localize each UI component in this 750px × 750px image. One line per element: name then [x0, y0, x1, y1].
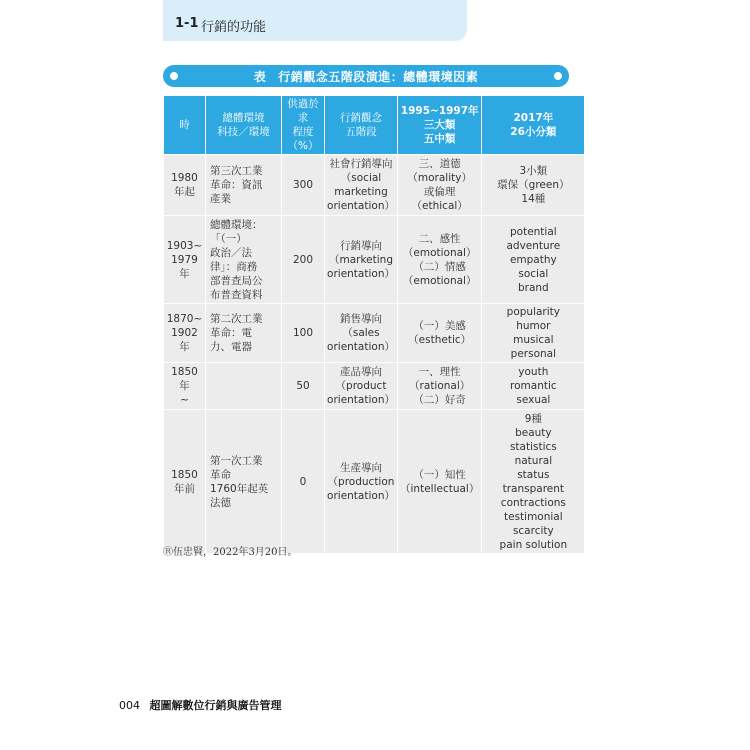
cell-period: 1903~ 1979年	[164, 216, 206, 304]
cell-category-1995: 三、道德 （morality） 或倫理 （ethical）	[398, 155, 482, 216]
source-note: Ⓡ伍忠賢，2022年3月20日。	[163, 547, 298, 558]
table-row	[164, 216, 585, 304]
cell-category-1995: 二、感性 （emotional） （二）情感 （emotional）	[398, 216, 482, 304]
cell-category-1995: （一）知性 （intellectual）	[398, 410, 482, 554]
cell-concept: 產品導向 （product orientation）	[325, 363, 398, 410]
table-caption	[163, 65, 569, 87]
cell-period: 1850 年前	[164, 410, 206, 554]
section-tab	[163, 0, 467, 41]
header-period: 時	[164, 96, 206, 155]
header-category-1995: 1995~1997年 三大類 五中類	[398, 96, 482, 155]
book-title: 超圖解數位行銷與廣告管理	[149, 699, 282, 712]
caption-label: 表	[253, 70, 267, 84]
cell-environment: 第三次工業 革命：資訊 產業	[206, 155, 282, 216]
page-footer	[119, 697, 282, 713]
marketing-stages-table	[163, 95, 585, 554]
cell-category-2017: youth romantic sexual	[482, 363, 585, 410]
cell-oversupply: 300	[282, 155, 325, 216]
cell-period: 1870~ 1902年	[164, 304, 206, 363]
cell-category-2017: 9種 beauty statistics natural status transparent contractions testimonial scarcity pain solution	[482, 410, 585, 554]
bullet-dot-icon	[554, 72, 562, 80]
table-row	[164, 363, 585, 410]
page-number: 004	[119, 699, 140, 712]
cell-concept: 社會行銷導向 （social marketing orientation）	[325, 155, 398, 216]
cell-category-2017: 3小類 環保（green） 14種	[482, 155, 585, 216]
cell-oversupply: 0	[282, 410, 325, 554]
table-row	[164, 304, 585, 363]
cell-oversupply: 50	[282, 363, 325, 410]
header-concept: 行銷觀念 五階段	[325, 96, 398, 155]
cell-concept: 生產導向 （production orientation）	[325, 410, 398, 554]
cell-concept: 行銷導向 （marketing orientation）	[325, 216, 398, 304]
cell-environment: 第二次工業 革命：電 力、電器	[206, 304, 282, 363]
header-environment: 總體環境 科技／環境	[206, 96, 282, 155]
table-row	[164, 155, 585, 216]
cell-oversupply: 200	[282, 216, 325, 304]
cell-period: 1850年 ~	[164, 363, 206, 410]
section-number: 1-1	[175, 16, 199, 31]
cell-concept: 銷售導向 （sales orientation）	[325, 304, 398, 363]
header-category-2017: 2017年 26小分類	[482, 96, 585, 155]
section-title: 行銷的功能	[201, 20, 267, 35]
table-header-row	[164, 96, 585, 155]
cell-category-2017: potential adventure empathy social brand	[482, 216, 585, 304]
cell-category-1995: 一、理性 （rational） （二）好奇	[398, 363, 482, 410]
caption-title: 行銷觀念五階段演進：總體環境因素	[278, 70, 479, 84]
cell-category-1995: （一）美感 （esthetic）	[398, 304, 482, 363]
cell-period: 1980 年起	[164, 155, 206, 216]
cell-category-2017: popularity humor musical personal	[482, 304, 585, 363]
cell-environment: 第一次工業 革命 1760年起英 法德	[206, 410, 282, 554]
cell-environment: 總體環境： 「（一） 政治／法 律」：商務 部普查局公 布普查資料	[206, 216, 282, 304]
table-row	[164, 410, 585, 554]
cell-environment	[206, 363, 282, 410]
cell-oversupply: 100	[282, 304, 325, 363]
header-oversupply: 供過於求 程度 （%）	[282, 96, 325, 155]
